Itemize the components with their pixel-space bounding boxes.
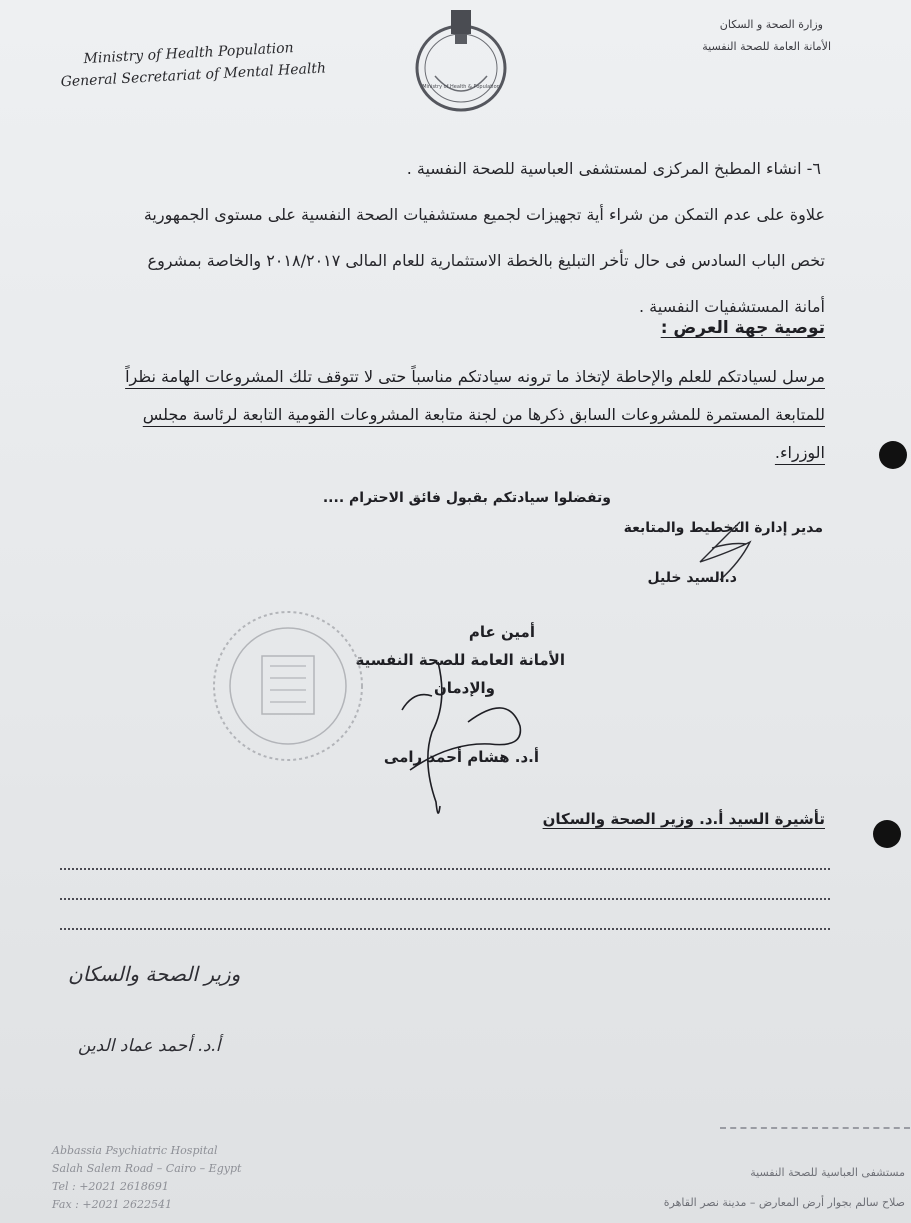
address-ar: صلاح سالم بجوار أرض المعارض – مدينة نصر القاهرة bbox=[663, 1196, 905, 1209]
paragraph-line: تخص الباب السادس فى حال تأخر التبليغ بالخطة الاستثمارية للعام المالى ٢٠١٨/٢٠١٧ والخاصة بمشروع bbox=[147, 251, 825, 270]
secretariat-name-ar: الأمانة العامة للصحة النفسية bbox=[702, 40, 831, 53]
item-six: ٦- انشاء المطبخ المركزى لمستشفى العباسية للصحة النفسية . bbox=[406, 159, 821, 178]
secretary-title-line: والإدمان bbox=[433, 679, 495, 697]
footer-divider bbox=[720, 1127, 910, 1129]
footer-english bbox=[52, 1142, 241, 1214]
recommendation-title: توصية جهة العرض : bbox=[660, 318, 825, 338]
footer-arabic bbox=[664, 1158, 905, 1218]
logo-caption: Ministry of Health & Population bbox=[422, 84, 500, 90]
address-en: Salah Salem Road – Cairo – Egypt bbox=[52, 1162, 242, 1175]
punch-hole bbox=[879, 441, 907, 469]
paragraph-line: أمانة المستشفيات النفسية . bbox=[639, 297, 825, 316]
dotted-line bbox=[60, 928, 830, 930]
minister-name: أ.د. أحمد عماد الدين bbox=[78, 1036, 221, 1056]
planning-director-title: مدير إدارة التخطيط والمتابعة bbox=[623, 520, 823, 536]
secretary-title-line: أمين عام bbox=[468, 623, 535, 641]
punch-hole bbox=[873, 820, 901, 848]
closing-phrase: وتفضلوا سيادتكم بقبول فائق الاحترام .... bbox=[322, 490, 611, 506]
secretary-title-line: الأمانة العامة للصحة النفسية bbox=[355, 651, 565, 669]
hospital-name-en: Abbassia Psychiatric Hospital bbox=[52, 1144, 218, 1157]
official-stamp bbox=[214, 612, 362, 760]
recommendation-line: للمتابعة المستمرة للمشروعات السابق ذكرها من لجنة متابعة المشروعات القومية التابعة لرئاسة مجلس bbox=[142, 405, 825, 424]
secretary-signature bbox=[402, 662, 520, 813]
planning-director-name: د.السيد خليل bbox=[647, 570, 737, 586]
recommendation-line: الوزراء. bbox=[774, 443, 825, 462]
ministry-name-en: Ministry of Health Population bbox=[83, 40, 294, 68]
planning-signature bbox=[700, 522, 750, 580]
hospital-name-ar: مستشفى العباسية للصحة النفسية bbox=[750, 1166, 905, 1179]
ministry-name-ar: وزارة الصحة و السكان bbox=[719, 18, 823, 31]
minister-title: وزير الصحة والسكان bbox=[68, 962, 241, 986]
recommendation-line: مرسل لسيادتكم للعلم والإحاطة لإتخاذ ما ترونه سيادتكم مناسباً حتى لا تتوقف تلك المشروعات الهامة نظراً bbox=[125, 367, 825, 386]
secretary-general-name: أ.د. هشام أحمد رامى bbox=[383, 748, 539, 766]
phone-en: Tel : +2021 2618691 bbox=[52, 1180, 169, 1193]
minister-annotation-title: تأشيرة السيد أ.د. وزير الصحة والسكان bbox=[542, 810, 825, 828]
paragraph-line: علاوة على عدم التمكن من شراء أية تجهيزات لجميع مستشفيات الصحة النفسية على مستوى الجمهورية bbox=[143, 205, 825, 224]
fax-en: Fax : +2021 2622541 bbox=[52, 1198, 173, 1211]
dotted-line bbox=[60, 868, 830, 870]
secretariat-name-en: General Secretariat of Mental Health bbox=[60, 60, 327, 91]
dotted-line bbox=[60, 898, 830, 900]
